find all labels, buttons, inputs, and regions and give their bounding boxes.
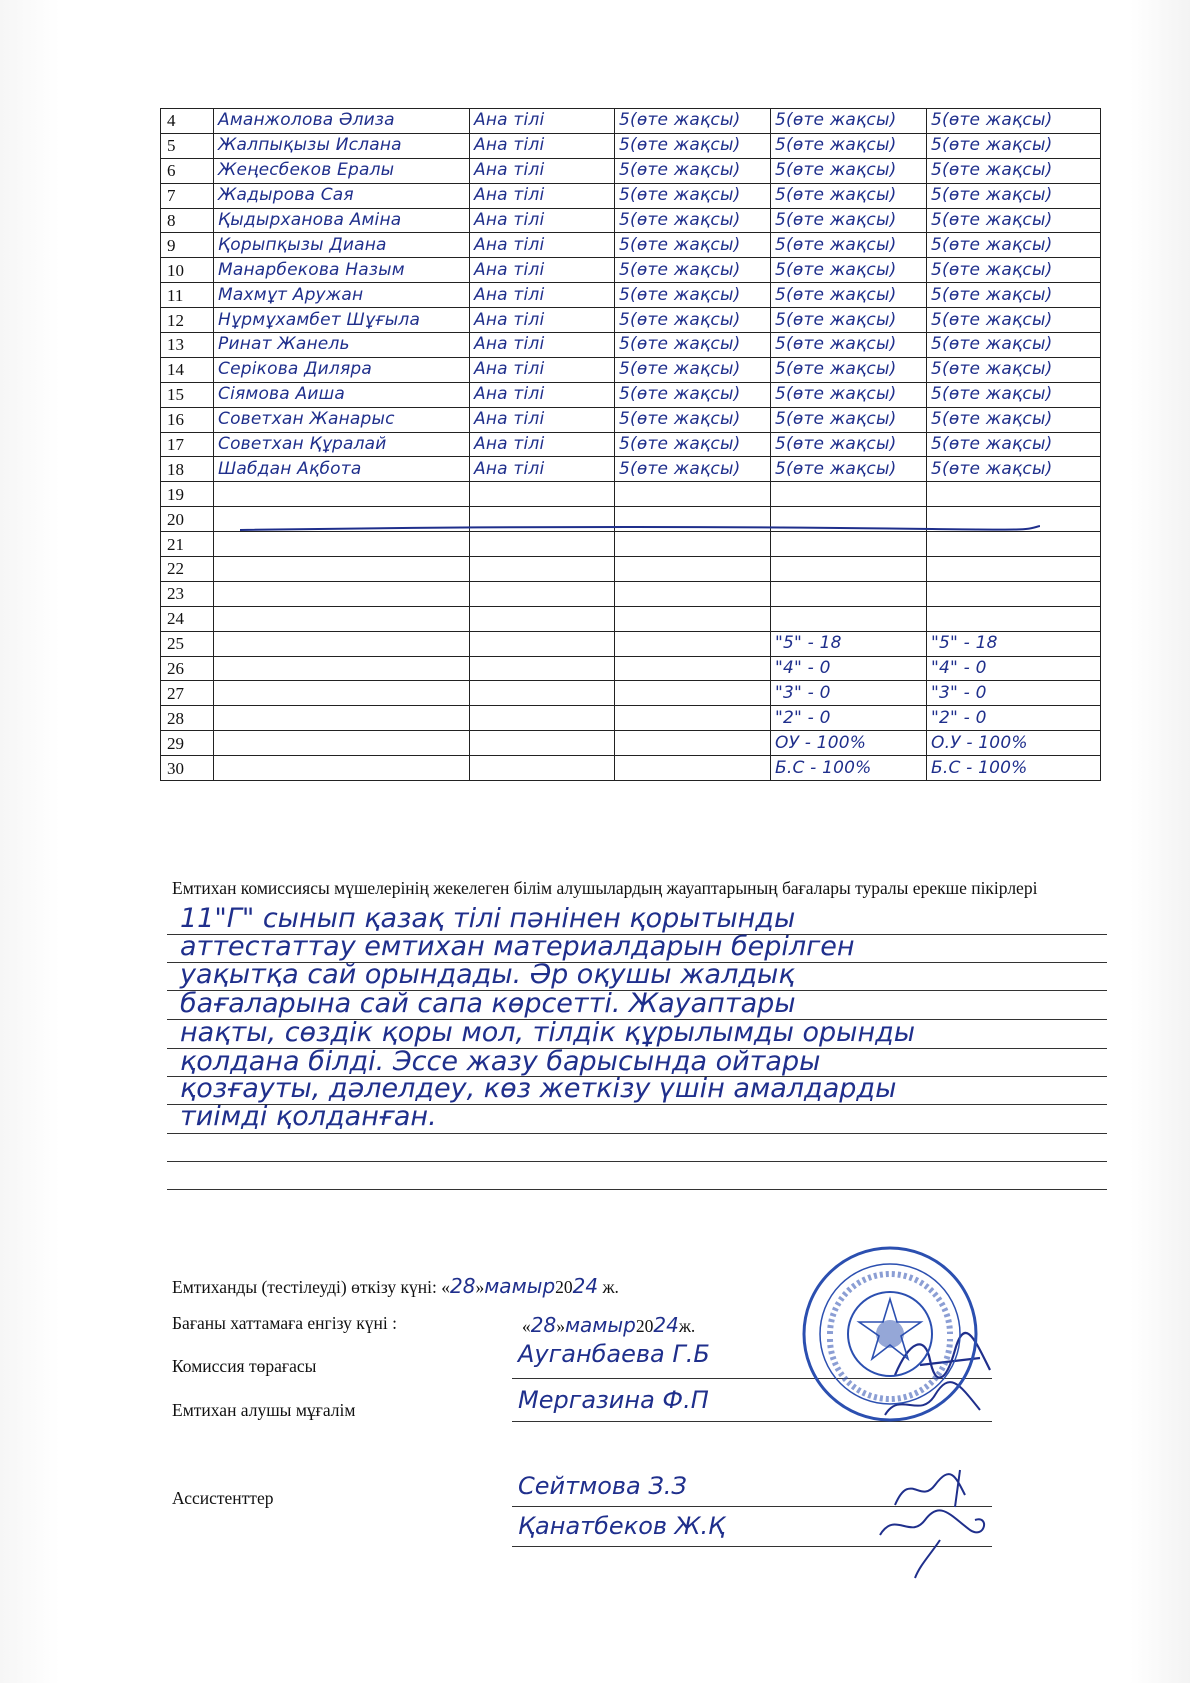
student-name: Сіямова Аиша bbox=[214, 382, 470, 407]
grade-3 bbox=[927, 507, 1101, 532]
row-number: 13 bbox=[161, 333, 214, 358]
student-name: Советхан Жанарыс bbox=[214, 407, 470, 432]
grade-2 bbox=[771, 606, 927, 631]
student-name bbox=[214, 631, 470, 656]
row-number: 25 bbox=[161, 631, 214, 656]
grade-1: 5(өте жақсы) bbox=[615, 357, 771, 382]
table-row bbox=[161, 308, 1101, 333]
table-row bbox=[161, 581, 1101, 606]
table-row bbox=[161, 507, 1101, 532]
grade-1 bbox=[615, 731, 771, 756]
row-number: 17 bbox=[161, 432, 214, 457]
table-row bbox=[161, 656, 1101, 681]
subject: Ана тілі bbox=[470, 333, 615, 358]
grade-3: 5(өте жақсы) bbox=[927, 283, 1101, 308]
table-row bbox=[161, 357, 1101, 382]
grade-2: ОУ - 100% bbox=[771, 731, 927, 756]
exam-date-mid: » bbox=[475, 1277, 485, 1297]
table-row bbox=[161, 407, 1101, 432]
entry-date-suffix: ж. bbox=[678, 1316, 696, 1336]
student-name: Қорыпқызы Диана bbox=[214, 233, 470, 258]
table-row bbox=[161, 457, 1101, 482]
subject bbox=[470, 507, 615, 532]
grade-2: 5(өте жақсы) bbox=[771, 133, 927, 158]
grade-3: 5(өте жақсы) bbox=[927, 233, 1101, 258]
subject bbox=[470, 606, 615, 631]
comment-line: қозғауты, дәлелдеу, көз жеткізу үшін амалдарды bbox=[180, 1073, 897, 1104]
grades-table bbox=[160, 108, 1101, 781]
entry-date-day: 28 bbox=[530, 1313, 557, 1337]
row-number: 9 bbox=[161, 233, 214, 258]
subject bbox=[470, 731, 615, 756]
subject: Ана тілі bbox=[470, 357, 615, 382]
table-row bbox=[161, 706, 1101, 731]
row-number: 11 bbox=[161, 283, 214, 308]
grade-3: 5(өте жақсы) bbox=[927, 382, 1101, 407]
student-name bbox=[214, 557, 470, 582]
student-name bbox=[214, 482, 470, 507]
grade-2: 5(өте жақсы) bbox=[771, 432, 927, 457]
chair-name: Ауганбаева Г.Б bbox=[518, 1340, 710, 1368]
ruled-line bbox=[167, 1161, 1107, 1162]
subject bbox=[470, 532, 615, 557]
table-row bbox=[161, 557, 1101, 582]
grade-2: 5(өте жақсы) bbox=[771, 357, 927, 382]
student-name: Советхан Құралай bbox=[214, 432, 470, 457]
grade-1 bbox=[615, 631, 771, 656]
subject bbox=[470, 581, 615, 606]
grade-3 bbox=[927, 557, 1101, 582]
table-row bbox=[161, 233, 1101, 258]
table-row bbox=[161, 532, 1101, 557]
row-number: 6 bbox=[161, 158, 214, 183]
table-row bbox=[161, 482, 1101, 507]
row-number: 7 bbox=[161, 183, 214, 208]
student-name: Шабдан Ақбота bbox=[214, 457, 470, 482]
grade-3 bbox=[927, 606, 1101, 631]
row-number: 5 bbox=[161, 133, 214, 158]
subject bbox=[470, 557, 615, 582]
subject: Ана тілі bbox=[470, 158, 615, 183]
row-number: 21 bbox=[161, 532, 214, 557]
comment-line: тиімді қолданған. bbox=[180, 1101, 437, 1132]
grade-1: 5(өте жақсы) bbox=[615, 308, 771, 333]
grade-2: "4" - 0 bbox=[771, 656, 927, 681]
grade-1: 5(өте жақсы) bbox=[615, 457, 771, 482]
row-number: 12 bbox=[161, 308, 214, 333]
table-row bbox=[161, 208, 1101, 233]
table-row bbox=[161, 109, 1101, 134]
row-number: 18 bbox=[161, 457, 214, 482]
comment-line: қолдана білді. Эссе жазу барысында ойтары bbox=[180, 1046, 821, 1077]
entry-date-label-row bbox=[172, 1313, 397, 1334]
grade-3: 5(өте жақсы) bbox=[927, 183, 1101, 208]
exam-date-label: Емтиханды (тестілеуді) өткізу күні: « bbox=[172, 1277, 451, 1297]
grade-2: "3" - 0 bbox=[771, 681, 927, 706]
comment-line: нақты, сөздік қоры мол, тілдік құрылымды орынды bbox=[180, 1017, 916, 1048]
grade-3: "3" - 0 bbox=[927, 681, 1101, 706]
table-row bbox=[161, 631, 1101, 656]
official-stamp-icon bbox=[800, 1244, 980, 1424]
table-row bbox=[161, 258, 1101, 283]
grade-3: 5(өте жақсы) bbox=[927, 333, 1101, 358]
exam-date-year: 24 bbox=[572, 1274, 599, 1298]
grade-3: 5(өте жақсы) bbox=[927, 109, 1101, 134]
subject bbox=[470, 706, 615, 731]
grade-3 bbox=[927, 532, 1101, 557]
grade-3: Б.С - 100% bbox=[927, 756, 1101, 781]
grade-1: 5(өте жақсы) bbox=[615, 258, 771, 283]
student-name: Нұрмұхамбет Шұғыла bbox=[214, 308, 470, 333]
grade-1: 5(өте жақсы) bbox=[615, 407, 771, 432]
student-name: Қыдырханова Аміна bbox=[214, 208, 470, 233]
grade-2: 5(өте жақсы) bbox=[771, 333, 927, 358]
exam-date-suffix: ж. bbox=[598, 1277, 619, 1297]
comment-line: 11"Г" сынып қазақ тілі пәнінен қорытынды bbox=[180, 903, 796, 934]
grade-1: 5(өте жақсы) bbox=[615, 233, 771, 258]
row-number: 24 bbox=[161, 606, 214, 631]
row-number: 10 bbox=[161, 258, 214, 283]
grade-1: 5(өте жақсы) bbox=[615, 133, 771, 158]
grade-1 bbox=[615, 557, 771, 582]
student-name: Манарбекова Назым bbox=[214, 258, 470, 283]
grade-3: 5(өте жақсы) bbox=[927, 258, 1101, 283]
subject: Ана тілі bbox=[470, 457, 615, 482]
grade-1: 5(өте жақсы) bbox=[615, 283, 771, 308]
subject: Ана тілі bbox=[470, 183, 615, 208]
student-name bbox=[214, 581, 470, 606]
exam-date-year-prefix: 20 bbox=[555, 1277, 573, 1297]
grade-1: 5(өте жақсы) bbox=[615, 183, 771, 208]
entry-date-label: Бағаны хаттамаға енгізу күні : bbox=[172, 1313, 397, 1333]
row-number: 19 bbox=[161, 482, 214, 507]
row-number: 20 bbox=[161, 507, 214, 532]
grade-3: 5(өте жақсы) bbox=[927, 158, 1101, 183]
subject: Ана тілі bbox=[470, 233, 615, 258]
grade-1 bbox=[615, 507, 771, 532]
grade-2 bbox=[771, 482, 927, 507]
entry-date-month: мамыр bbox=[564, 1313, 636, 1337]
grade-2: 5(өте жақсы) bbox=[771, 258, 927, 283]
comment-line: бағаларына сай сапа көрсетті. Жауаптары bbox=[180, 988, 796, 1019]
entry-date-year: 24 bbox=[653, 1313, 679, 1337]
table-row bbox=[161, 283, 1101, 308]
student-name: Махмұт Аружан bbox=[214, 283, 470, 308]
grade-1 bbox=[615, 606, 771, 631]
grade-2: 5(өте жақсы) bbox=[771, 382, 927, 407]
comment-line: аттестаттау емтихан материалдарын берілген bbox=[180, 931, 855, 962]
grade-1: 5(өте жақсы) bbox=[615, 432, 771, 457]
row-number: 23 bbox=[161, 581, 214, 606]
grade-2: "5" - 18 bbox=[771, 631, 927, 656]
grade-3: 5(өте жақсы) bbox=[927, 308, 1101, 333]
row-number: 30 bbox=[161, 756, 214, 781]
grade-2: 5(өте жақсы) bbox=[771, 109, 927, 134]
table-row bbox=[161, 158, 1101, 183]
table-row bbox=[161, 133, 1101, 158]
ruled-line bbox=[167, 1189, 1107, 1190]
row-number: 28 bbox=[161, 706, 214, 731]
assistants-label: Ассистенттер bbox=[172, 1488, 274, 1508]
chair-label: Комиссия төрағасы bbox=[172, 1356, 317, 1376]
row-number: 27 bbox=[161, 681, 214, 706]
grade-1 bbox=[615, 482, 771, 507]
grade-2: 5(өте жақсы) bbox=[771, 158, 927, 183]
subject: Ана тілі bbox=[470, 308, 615, 333]
teacher-label: Емтихан алушы мұғалім bbox=[172, 1400, 356, 1420]
table-row bbox=[161, 333, 1101, 358]
row-number: 4 bbox=[161, 109, 214, 134]
grade-3: 5(өте жақсы) bbox=[927, 432, 1101, 457]
grade-2 bbox=[771, 581, 927, 606]
grade-3: 5(өте жақсы) bbox=[927, 457, 1101, 482]
table-row bbox=[161, 681, 1101, 706]
grade-2: Б.С - 100% bbox=[771, 756, 927, 781]
grade-2 bbox=[771, 532, 927, 557]
exam-date-row bbox=[172, 1274, 619, 1298]
table-row bbox=[161, 606, 1101, 631]
student-name bbox=[214, 656, 470, 681]
grades-table-body bbox=[161, 109, 1101, 781]
student-name: Жеңесбеков Ералы bbox=[214, 158, 470, 183]
subject: Ана тілі bbox=[470, 133, 615, 158]
table-row bbox=[161, 382, 1101, 407]
student-name bbox=[214, 507, 470, 532]
grade-1 bbox=[615, 656, 771, 681]
grade-1 bbox=[615, 581, 771, 606]
row-number: 14 bbox=[161, 357, 214, 382]
row-number: 8 bbox=[161, 208, 214, 233]
student-name bbox=[214, 706, 470, 731]
grade-2 bbox=[771, 507, 927, 532]
subject: Ана тілі bbox=[470, 208, 615, 233]
assistant2-name: Қанатбеков Ж.Қ bbox=[518, 1512, 726, 1540]
subject: Ана тілі bbox=[470, 283, 615, 308]
subject bbox=[470, 681, 615, 706]
student-name: Жалпықызы Ислана bbox=[214, 133, 470, 158]
entry-date-mid: » bbox=[556, 1316, 565, 1336]
student-name bbox=[214, 532, 470, 557]
exam-date-month: мамыр bbox=[484, 1274, 556, 1298]
grade-3: "5" - 18 bbox=[927, 631, 1101, 656]
grade-2: 5(өте жақсы) bbox=[771, 407, 927, 432]
grade-2 bbox=[771, 557, 927, 582]
table-row bbox=[161, 731, 1101, 756]
grade-1: 5(өте жақсы) bbox=[615, 208, 771, 233]
table-row bbox=[161, 756, 1101, 781]
student-name bbox=[214, 756, 470, 781]
subject bbox=[470, 631, 615, 656]
table-row bbox=[161, 432, 1101, 457]
student-name: Жадырова Сая bbox=[214, 183, 470, 208]
grade-1: 5(өте жақсы) bbox=[615, 158, 771, 183]
grade-2: 5(өте жақсы) bbox=[771, 457, 927, 482]
student-name bbox=[214, 606, 470, 631]
grade-2: 5(өте жақсы) bbox=[771, 308, 927, 333]
grade-1 bbox=[615, 706, 771, 731]
grade-1: 5(өте жақсы) bbox=[615, 382, 771, 407]
entry-date-open: « bbox=[522, 1316, 531, 1336]
grade-2: 5(өте жақсы) bbox=[771, 283, 927, 308]
grade-3 bbox=[927, 482, 1101, 507]
grade-2: 5(өте жақсы) bbox=[771, 208, 927, 233]
comment-line: уақытқа сай орындады. Әр оқушы жалдық bbox=[180, 959, 795, 990]
table-row bbox=[161, 183, 1101, 208]
grade-3: 5(өте жақсы) bbox=[927, 208, 1101, 233]
row-number: 26 bbox=[161, 656, 214, 681]
assistant2-signature-icon bbox=[870, 1500, 1000, 1580]
student-name bbox=[214, 681, 470, 706]
student-name: Ринат Жанель bbox=[214, 333, 470, 358]
subject: Ана тілі bbox=[470, 258, 615, 283]
row-number: 16 bbox=[161, 407, 214, 432]
grade-3: 5(өте жақсы) bbox=[927, 133, 1101, 158]
grade-1 bbox=[615, 756, 771, 781]
row-number: 22 bbox=[161, 557, 214, 582]
row-number: 29 bbox=[161, 731, 214, 756]
subject bbox=[470, 482, 615, 507]
grade-2: 5(өте жақсы) bbox=[771, 233, 927, 258]
subject bbox=[470, 756, 615, 781]
subject: Ана тілі bbox=[470, 109, 615, 134]
entry-date-row bbox=[522, 1313, 695, 1337]
student-name bbox=[214, 731, 470, 756]
row-number: 15 bbox=[161, 382, 214, 407]
subject bbox=[470, 656, 615, 681]
grade-2: 5(өте жақсы) bbox=[771, 183, 927, 208]
grade-3 bbox=[927, 581, 1101, 606]
subject: Ана тілі bbox=[470, 432, 615, 457]
grade-3: О.У - 100% bbox=[927, 731, 1101, 756]
exam-date-day: 28 bbox=[450, 1274, 476, 1298]
grade-3: 5(өте жақсы) bbox=[927, 357, 1101, 382]
teacher-name: Мергазина Ф.П bbox=[518, 1386, 709, 1414]
grade-2: "2" - 0 bbox=[771, 706, 927, 731]
grade-3: "2" - 0 bbox=[927, 706, 1101, 731]
student-name: Аманжолова Әлиза bbox=[214, 109, 470, 134]
grade-1: 5(өте жақсы) bbox=[615, 333, 771, 358]
grade-1: 5(өте жақсы) bbox=[615, 109, 771, 134]
subject: Ана тілі bbox=[470, 407, 615, 432]
student-name: Серікова Диляра bbox=[214, 357, 470, 382]
subject: Ана тілі bbox=[470, 382, 615, 407]
assistant1-name: Сейтмова З.З bbox=[518, 1472, 687, 1500]
entry-date-year-prefix: 20 bbox=[635, 1316, 654, 1336]
grade-1 bbox=[615, 681, 771, 706]
comments-heading: Емтихан комиссиясы мүшелерінің жекелеген білім алушылардың жауаптарының бағалары туралы ерекше пікірлері bbox=[172, 878, 1038, 898]
grade-3: 5(өте жақсы) bbox=[927, 407, 1101, 432]
grade-1 bbox=[615, 532, 771, 557]
grade-3: "4" - 0 bbox=[927, 656, 1101, 681]
